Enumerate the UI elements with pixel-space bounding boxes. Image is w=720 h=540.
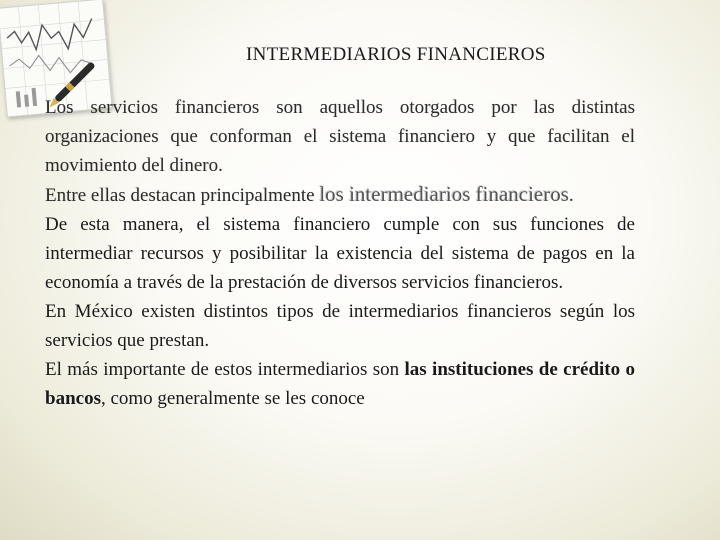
paragraph-2-emphasis: los intermediarios financieros: [319, 182, 569, 206]
paragraph-1: Los servicios financieros son aquellos otorgados por las distintas organizaciones que conforman el sistema financiero y que facilitan el movimiento del dinero.: [45, 97, 635, 176]
paragraph-5-bold: las instituciones de crédito o bancos: [45, 359, 635, 409]
paragraph-2: [45, 180, 635, 210]
paragraph-5: [45, 355, 635, 413]
paragraph-5-prefix: El más importante de estos intermediarios son: [45, 359, 405, 380]
slide-title: INTERMEDIARIOS FINANCIEROS: [246, 44, 546, 65]
paragraph-5-suffix: , como generalmente se les conoce: [100, 388, 365, 409]
paragraph-2-prefix: Entre ellas destacan principalmente: [45, 185, 320, 206]
paragraph-4: En México existen distintos tipos de intermediarios financieros según los servicios que prestan.: [45, 301, 635, 351]
paragraph-2-suffix: .: [568, 185, 574, 206]
paragraph-3: De esta manera, el sistema financiero cumple con sus funciones de intermediar recursos y posibilitar la existencia del sistema de pagos en la economía a través de la prestación de diversos servicios financieros.: [45, 214, 635, 293]
slide-body: [45, 93, 635, 413]
